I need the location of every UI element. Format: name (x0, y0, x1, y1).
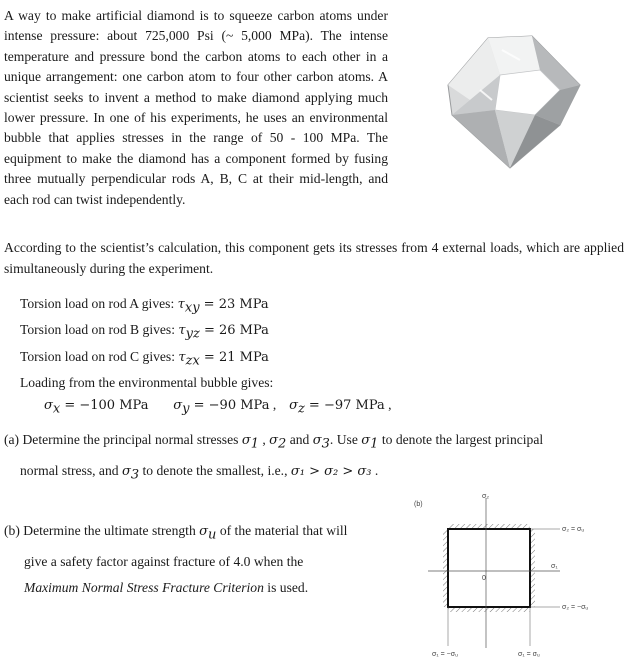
loads-list (20, 293, 392, 420)
calculation-paragraph: According to the scientist’s calculation, this component gets its stresses from 4 external loads, which are applied simultaneously during the experiment. (4, 240, 624, 276)
intro-paragraph: A way to make artificial diamond is to squeeze carbon atoms under intense pressure: about 725,000 Psi (~ 5,000 MPa). The intense temperature and pressure bond the carbon atoms to each other in a unique arrangement: one carbon atom to four other carbon atoms. A scientist seeks to invent a method to make diamond applying much lower pressure. In one of his experiments, he uses an environmental bubble that applies stresses in the range of 50 - 100 MPa. The equipment to make the diamond has a component formed by fusing three mutually perpendicular rods A, B, C at their mid-length, and each rod can twist independently. (4, 8, 388, 207)
load-rod-a: Torsion load on rod A gives: $\tau_{xy} = 23$ MPa (20, 296, 269, 316)
diagram-label: (b) (414, 501, 423, 508)
safe-region-square (448, 529, 530, 607)
upper-right-label: σ₂ = σᵤ (562, 526, 585, 533)
right-axis-label: σ₁ (551, 563, 558, 570)
load-rod-c: Torsion load on rod C gives: $\tau_{zx} = 21$ MPa (20, 348, 269, 369)
bubble-load-label: Loading from the environmental bubble gives: (20, 374, 274, 390)
top-axis-label: σ₂ (482, 493, 490, 500)
question-b-line-3: Maximum Normal Stress Fracture Criterion is used. (24, 579, 309, 595)
bottom-right-label: σ₁ = σᵤ (518, 651, 540, 658)
lower-right-label: σ₂ = −σᵤ (562, 604, 589, 611)
question-b-line-1: (b) Determine the ultimate strength $\sigma_u$ of the material that will (4, 523, 348, 543)
question-a-line-1: (a) Determine the principal normal stresses $\sigma_1$ , $\sigma_2$ and $\sigma_3$. Use $\sigma_1$ to denote the largest principal (4, 432, 544, 452)
diamond-image (440, 30, 590, 170)
bubble-stresses: $\sigma_x = -100$ MPa $\sigma_y = -90$ MPa , $\sigma_z = -97$ MPa , (44, 396, 392, 417)
bottom-left-label: σ₁ = −σᵤ (432, 651, 458, 658)
load-rod-b: Torsion load on rod B gives: $\tau_{yz} = 26$ MPa (20, 322, 269, 343)
question-a (4, 427, 624, 488)
fracture-criterion-diagram (410, 488, 620, 668)
question-b-line-2: give a safety factor against fracture of 4.0 when the (24, 553, 304, 569)
question-a-line-2: normal stress, and $\sigma_3$ to denote the smallest, i.e., σ₁ > σ₂ > σ₃ . (20, 462, 379, 483)
origin-label: 0 (482, 575, 486, 582)
question-b (4, 518, 404, 601)
